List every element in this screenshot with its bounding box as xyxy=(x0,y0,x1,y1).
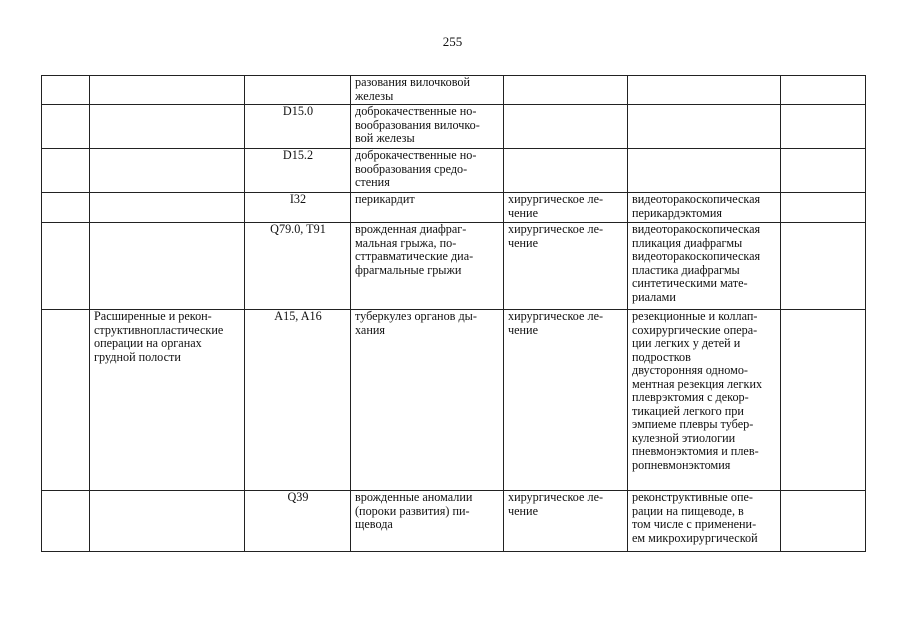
table-row xyxy=(42,149,866,193)
table-row xyxy=(42,76,866,105)
group-line: структивнопластические xyxy=(94,322,224,337)
operation-cell xyxy=(628,310,781,491)
operation-cell xyxy=(628,105,781,149)
medical-procedures-table xyxy=(41,75,866,552)
diagnosis-line: разования вилочковой xyxy=(355,75,470,89)
operation-line: том числе с применени- xyxy=(632,517,757,531)
method-line: чение xyxy=(508,503,538,518)
extra-cell xyxy=(781,149,866,193)
operation-line: эмпиеме плевры тубер- xyxy=(632,417,754,431)
group-cell xyxy=(90,491,245,552)
number-cell xyxy=(42,76,90,105)
diagnosis-cell xyxy=(351,491,504,552)
operation-line: ропневмонэктомия xyxy=(632,457,731,472)
operation-line: перикардэктомия xyxy=(632,205,722,220)
operation-line: подростков xyxy=(632,349,691,364)
operation-line: сохирургические опера- xyxy=(632,322,758,337)
number-cell xyxy=(42,193,90,223)
group-cell xyxy=(90,193,245,223)
group-cell xyxy=(90,149,245,193)
diagnosis-cell xyxy=(351,223,504,310)
table-row xyxy=(42,310,866,491)
table-row xyxy=(42,105,866,149)
diagnosis-line: доброкачественные но- xyxy=(355,148,477,162)
extra-cell xyxy=(781,310,866,491)
group-line: операции на органах xyxy=(94,336,202,350)
method-cell xyxy=(504,105,628,149)
method-line: хирургическое ле- xyxy=(508,490,604,504)
code-cell: A15, A16 xyxy=(245,310,351,491)
diagnosis-cell xyxy=(351,149,504,193)
diagnosis-line: (пороки развития) пи- xyxy=(355,503,470,518)
extra-cell xyxy=(781,223,866,310)
method-line: хирургическое ле- xyxy=(508,309,604,323)
group-cell xyxy=(90,105,245,149)
group-line: Расширенные и рекон- xyxy=(94,309,212,323)
operation-line: видеоторакоскопическая xyxy=(632,249,761,263)
table-row xyxy=(42,491,866,552)
group-cell xyxy=(90,76,245,105)
number-cell xyxy=(42,223,90,310)
diagnosis-cell xyxy=(351,193,504,223)
number-cell xyxy=(42,491,90,552)
operation-cell xyxy=(628,491,781,552)
number-cell xyxy=(42,105,90,149)
page-number: 255 xyxy=(442,34,463,49)
diagnosis-line: стения xyxy=(355,175,390,189)
diagnosis-line: вообразования вилочко- xyxy=(355,117,480,132)
extra-cell xyxy=(781,193,866,223)
method-cell xyxy=(504,149,628,193)
code-cell: I32 xyxy=(245,193,351,223)
operation-cell xyxy=(628,193,781,223)
operation-line: плеврэктомия с декор- xyxy=(632,390,749,404)
diagnosis-line: фрагмальные грыжи xyxy=(355,262,462,277)
table-row xyxy=(42,193,866,223)
method-line: чение xyxy=(508,322,538,337)
method-cell xyxy=(504,76,628,105)
diagnosis-cell xyxy=(351,76,504,105)
method-line: хирургическое ле- xyxy=(508,192,604,206)
operation-line: пластика диафрагмы xyxy=(632,262,740,277)
operation-line: двусторонняя одномо- xyxy=(632,363,748,377)
code-cell: D15.0 xyxy=(245,105,351,149)
diagnosis-line: железы xyxy=(355,88,394,103)
code-cell: D15.2 xyxy=(245,149,351,193)
diagnosis-line: доброкачественные но- xyxy=(355,104,477,118)
operation-line: пликация диафрагмы xyxy=(632,235,743,250)
extra-cell xyxy=(781,105,866,149)
operation-cell xyxy=(628,149,781,193)
diagnosis-line: вообразования средо- xyxy=(355,161,468,176)
diagnosis-line: хания xyxy=(355,322,385,337)
diagnosis-cell xyxy=(351,310,504,491)
operation-line: видеоторакоскопическая xyxy=(632,192,761,206)
diagnosis-line: щевода xyxy=(355,517,393,531)
extra-cell xyxy=(781,491,866,552)
extra-cell xyxy=(781,76,866,105)
method-cell xyxy=(504,310,628,491)
code-cell: Q39 xyxy=(245,491,351,552)
operation-cell xyxy=(628,76,781,105)
method-line: чение xyxy=(508,235,538,250)
method-cell xyxy=(504,491,628,552)
operation-line: риалами xyxy=(632,289,676,304)
group-cell xyxy=(90,223,245,310)
operation-line: тикацией легкого при xyxy=(632,403,744,418)
operation-line: пневмонэктомия и плев- xyxy=(632,444,759,458)
group-line: грудной полости xyxy=(94,349,181,364)
operation-line: рации на пищеводе, в xyxy=(632,503,744,518)
number-cell xyxy=(42,149,90,193)
diagnosis-line: туберкулез органов ды- xyxy=(355,309,477,323)
group-cell xyxy=(90,310,245,491)
method-line: хирургическое ле- xyxy=(508,222,604,236)
operation-line: синтетическими мате- xyxy=(632,276,748,290)
diagnosis-line: мальная грыжа, по- xyxy=(355,235,457,250)
operation-cell xyxy=(628,223,781,310)
operation-line: кулезной этиологии xyxy=(632,430,736,445)
method-cell xyxy=(504,193,628,223)
diagnosis-line: сттравматические диа- xyxy=(355,249,474,263)
code-cell xyxy=(245,76,351,105)
diagnosis-line: врожденные аномалии xyxy=(355,490,473,504)
method-cell xyxy=(504,223,628,310)
method-line: чение xyxy=(508,205,538,220)
operation-line: видеоторакоскопическая xyxy=(632,222,761,236)
operation-line: реконструктивные опе- xyxy=(632,490,753,504)
table-row xyxy=(42,223,866,310)
operation-line: ции легких у детей и xyxy=(632,336,741,350)
operation-line: ем микрохирургической xyxy=(632,530,758,545)
code-cell: Q79.0, T91 xyxy=(245,223,351,310)
diagnosis-line: вой железы xyxy=(355,131,415,145)
diagnosis-line: перикардит xyxy=(355,192,415,206)
operation-line: ментная резекция легких xyxy=(632,376,763,391)
operation-line: резекционные и коллап- xyxy=(632,309,758,323)
diagnosis-cell xyxy=(351,105,504,149)
number-cell xyxy=(42,310,90,491)
diagnosis-line: врожденная диафраг- xyxy=(355,222,467,236)
